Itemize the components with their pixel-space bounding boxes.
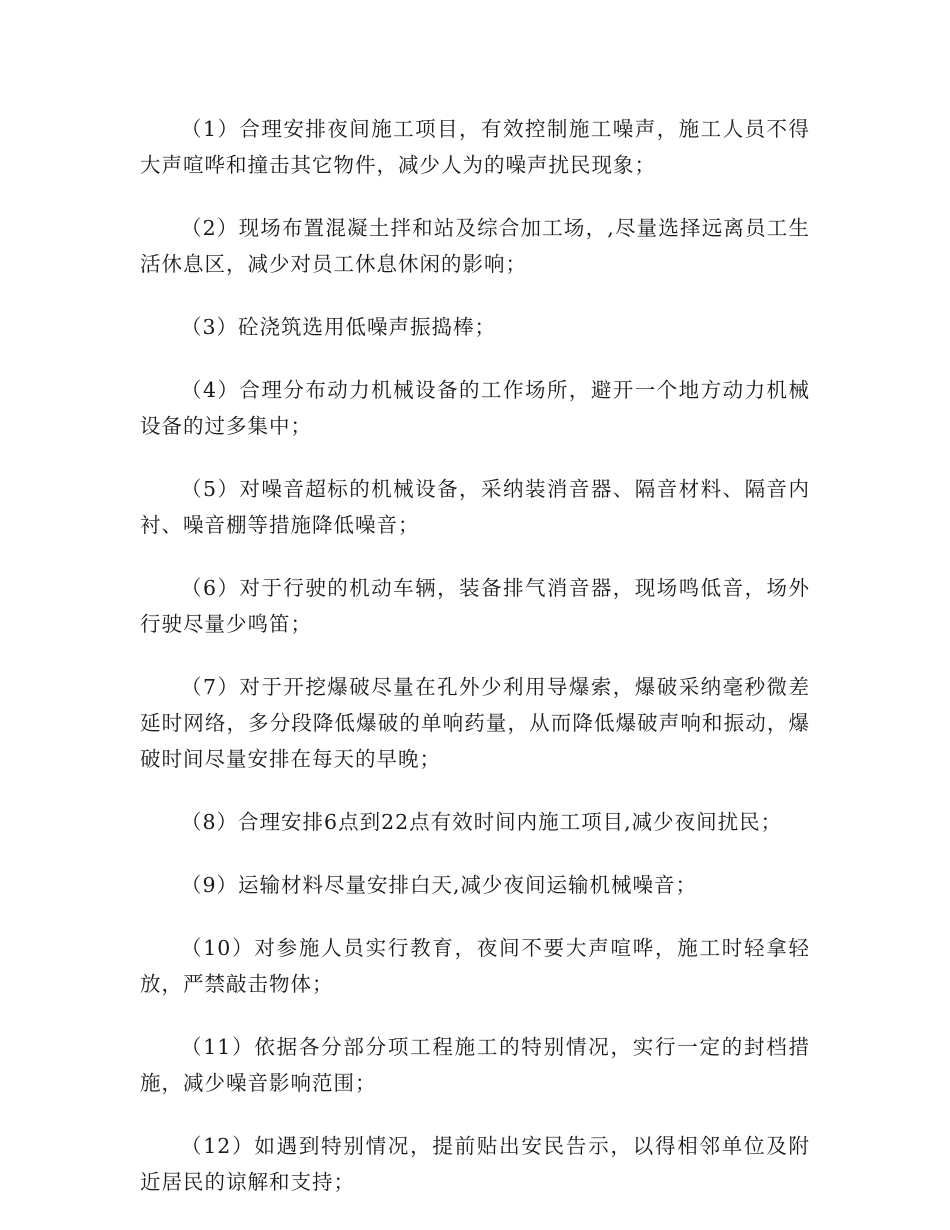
document-body [140,111,810,1227]
paragraph-11: （11）依据各分部分项工程施工的特别情况，实行一定的封档措施，减少噪音影响范围； [140,1035,810,1095]
paragraph-2: （2）现场布置混凝土拌和站及综合加工场，,尽量选择远离员工生活休息区，减少对员工休息休闲的影响； [140,216,810,276]
paragraph-12: （12）如遇到特别情况，提前贴出安民告示，以得相邻单位及附近居民的谅解和支持； [140,1134,810,1194]
paragraph-10: （10）对参施人员实行教育，夜间不要大声喧哗，施工时轻拿轻放，严禁敲击物体； [140,936,810,996]
paragraph-1: （1）合理安排夜间施工项目，有效控制施工噪声，施工人员不得大声喧哗和撞击其它物件，减少人为的噪声扰民现象； [140,117,810,177]
paragraph-4: （4）合理分布动力机械设备的工作场所，避开一个地方动力机械设备的过多集中； [140,378,810,438]
paragraph-9: （9）运输材料尽量安排白天,减少夜间运输机械噪音； [181,873,698,897]
paragraph-5: （5）对噪音超标的机械设备，采纳装消音器、隔音材料、隔音内衬、噪音棚等措施降低噪音； [140,477,810,537]
paragraph-3: （3）砼浇筑选用低噪声振捣棒； [181,315,497,339]
paragraph-7: （7）对于开挖爆破尽量在孔外少利用导爆索，爆破采纳毫秒微差延时网络，多分段降低爆破的单响药量，从而降低爆破声响和振动，爆破时间尽量安排在每天的早晚； [140,675,810,771]
paragraph-8: （8）合理安排6点到22点有效时间内施工项目,减少夜间扰民； [181,810,783,834]
paragraph-6: （6）对于行驶的机动车辆，装备排气消音器，现场鸣低音，场外行驶尽量少鸣笛； [140,576,810,636]
